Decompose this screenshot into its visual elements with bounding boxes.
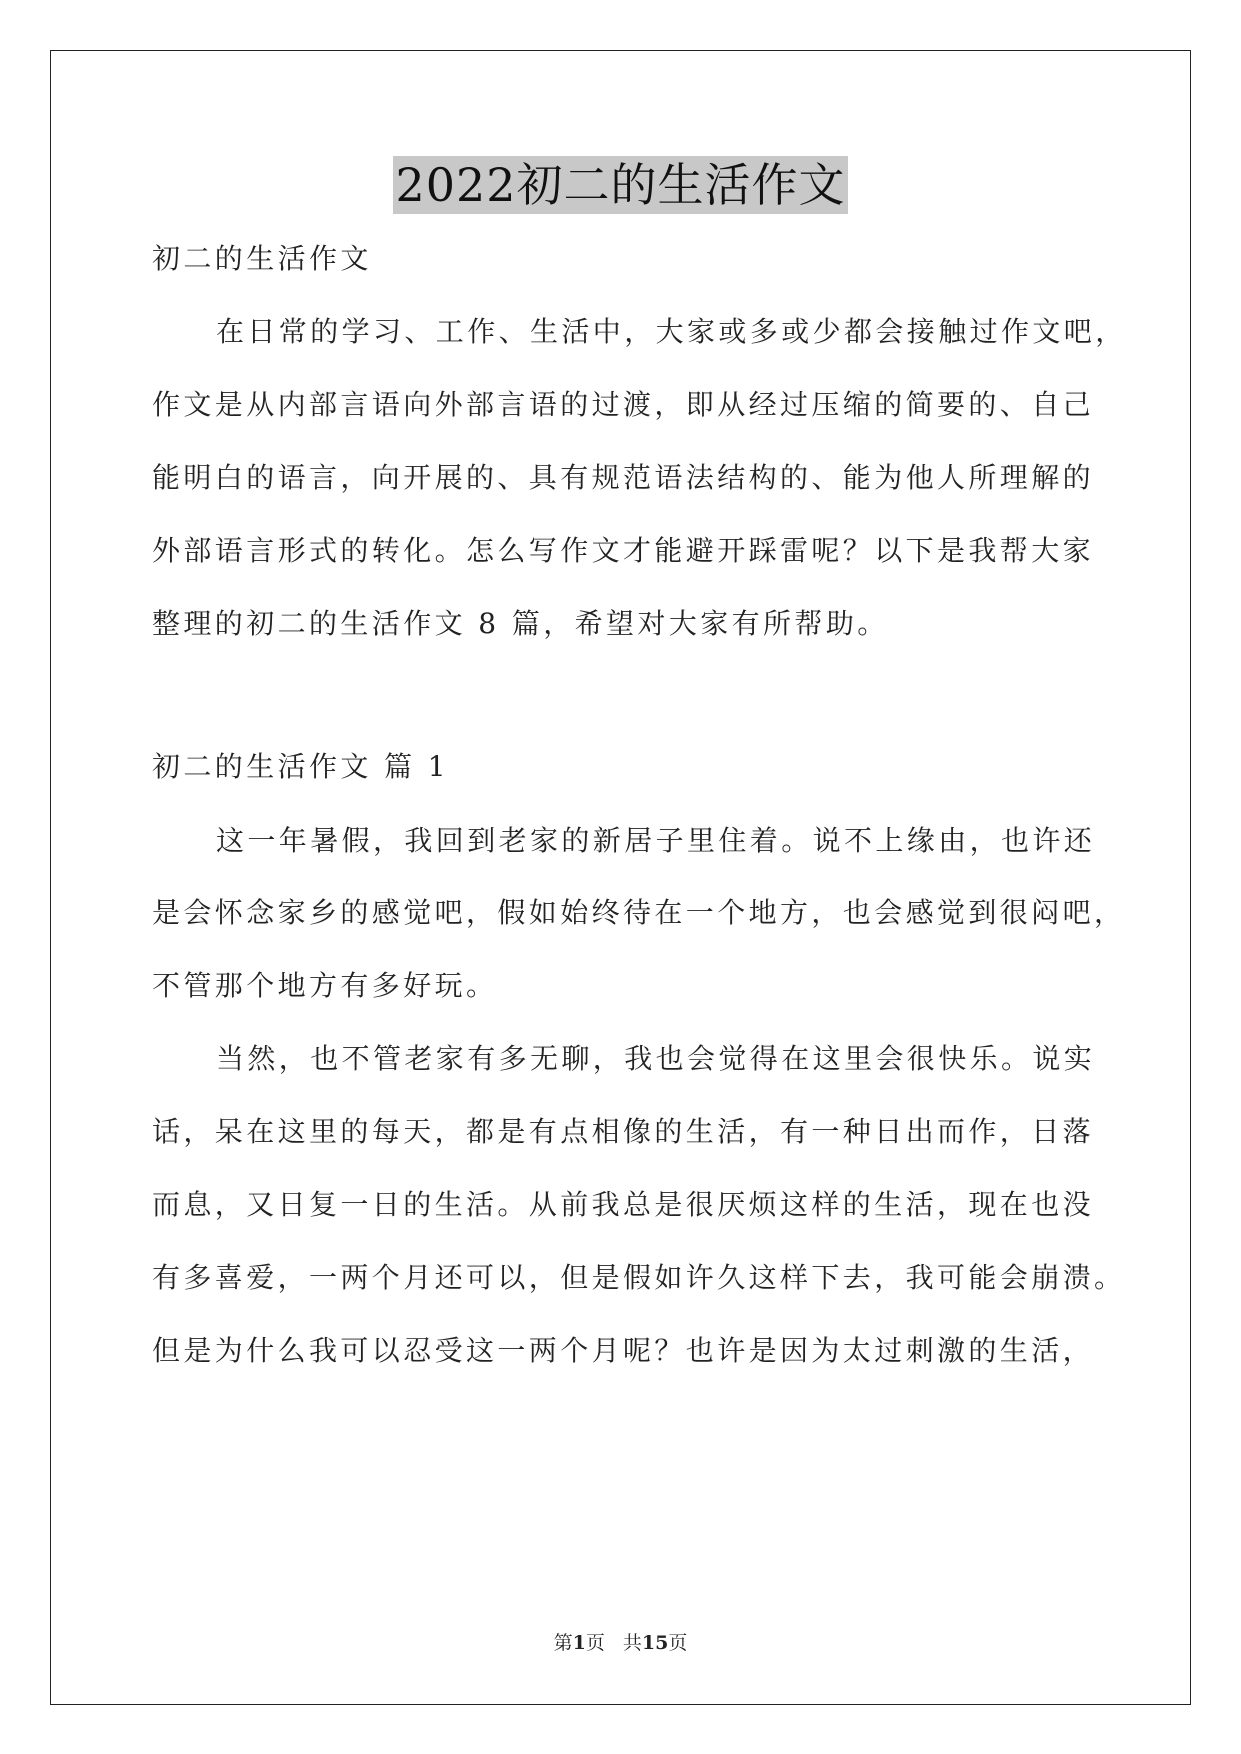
paragraph-line: 在日常的学习、工作、生活中，大家或多或少都会接触过作文吧， (216, 315, 1127, 348)
paragraph-line: 是会怀念家乡的感觉吧，假如始终待在一个地方，也会感觉到很闷吧， (152, 896, 1126, 929)
page-footer (0, 1628, 1241, 1655)
paragraph-line: 这一年暑假，我回到老家的新居子里住着。说不上缘由，也许还 (216, 824, 1096, 857)
section-heading: 初二的生活作文 (152, 242, 372, 275)
document-title: 2022初二的生活作文 (395, 158, 846, 212)
paragraph-line: 但是为什么我可以忍受这一两个月呢？也许是因为太过刺激的生活， (152, 1334, 1095, 1367)
page-border (50, 50, 1191, 1705)
page-number: 第1页 (553, 1632, 605, 1654)
title-container (0, 156, 1241, 214)
page-total: 共15页 (622, 1632, 688, 1654)
section-heading: 初二的生活作文 篇 1 (152, 750, 450, 783)
paragraph-line: 有多喜爱，一两个月还可以，但是假如许久这样下去，我可能会崩溃。 (152, 1261, 1126, 1294)
paragraph-line: 不管那个地方有多好玩。 (152, 969, 498, 1002)
paragraph-line: 外部语言形式的转化。怎么写作文才能避开踩雷呢？以下是我帮大家 (152, 534, 1095, 567)
paragraph-line: 而息，又日复一日的生活。从前我总是很厌烦这样的生活，现在也没 (152, 1188, 1095, 1221)
paragraph-line: 作文是从内部言语向外部言语的过渡，即从经过压缩的简要的、自己 (152, 388, 1095, 421)
paragraph-line: 整理的初二的生活作文 8 篇，希望对大家有所帮助。 (152, 607, 889, 640)
paragraph-line: 话，呆在这里的每天，都是有点相像的生活，有一种日出而作，日落 (152, 1115, 1095, 1148)
paragraph-line: 能明白的语言，向开展的、具有规范语法结构的、能为他人所理解的 (152, 461, 1095, 494)
paragraph-line: 当然，也不管老家有多无聊，我也会觉得在这里会很快乐。说实 (216, 1042, 1096, 1075)
